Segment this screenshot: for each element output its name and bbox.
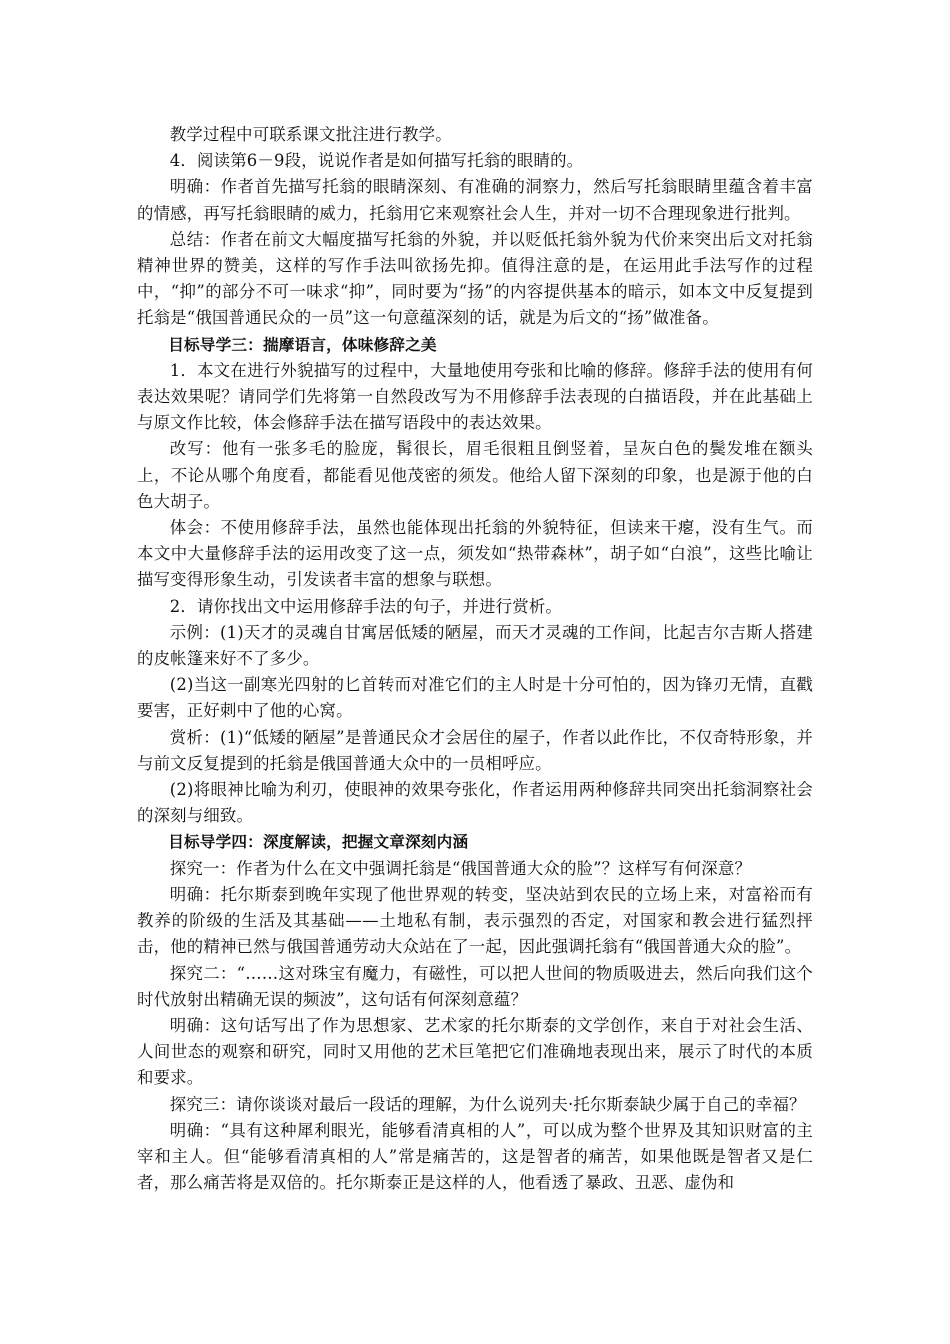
task-2: 2．请你找出文中运用修辞手法的句子，并进行赏析。 [169, 596, 563, 616]
section-heading-4: 目标导学四：深度解读，把握文章深刻内涵 [168, 833, 469, 852]
answer-inquiry-3: 明确：“具有这种犀利眼光，能够看清真相的人”，可以成为整个世界及其知识财富的主宰和主人。但“能够看清真相的人”常是痛苦的，这是智者的痛苦，如果他既是智者又是仁者，那么痛苦将是双倍的。托尔斯泰正是这样的人，他看透了暴政、丑恶、虚伪和 [137, 1120, 813, 1193]
example-2: (2)当这一副寒光四射的匕首转而对准它们的主人时是十分可怕的，因为锋刃无情，直戳要害，正好刺中了他的心窝。 [137, 675, 813, 721]
appreciation-1: 赏析：(1)“低矮的陋屋”是普通民众才会居住的屋子，作者以此作比，不仅奇特形象，并与前文反复提到的托翁是俄国普通大众中的一员相呼应。 [137, 727, 813, 773]
inquiry-3: 探究三：请你谈谈对最后一段话的理解，为什么说列夫·托尔斯泰缺少属于自己的幸福？ [169, 1094, 806, 1114]
summary-paragraph: 总结：作者在前文大幅度描写托翁的外貌，并以贬低托翁外貌为代价来突出后文对托翁精神世界的赞美，这样的写作手法叫欲扬先抑。值得注意的是，在运用此手法写作的过程中，“抑”的部分不可一味求“抑”，同时要为“扬”的内容提供基本的暗示，如本文中反复提到托翁是“俄国普通民众的一员”这一句意蕴深刻的话，就是为后文的“扬”做准备。 [137, 229, 813, 328]
inquiry-1: 探究一：作者为什么在文中强调托翁是“俄国普通大众的脸”？这样写有何深意？ [169, 858, 752, 878]
answer-inquiry-2: 明确：这句话写出了作为思想家、艺术家的托尔斯泰的文学创作，来自于对社会生活、人间世态的观察和研究，同时又用他的艺术巨笔把它们准确地表现出来，展示了时代的本质和要求。 [137, 1015, 813, 1088]
example-1: 示例：(1)天才的灵魂自甘寓居低矮的陋屋，而天才灵魂的工作间，比起吉尔吉斯人搭建的皮帐篷来好不了多少。 [137, 622, 813, 669]
task-1: 1．本文在进行外貌描写的过程中，大量地使用夸张和比喻的修辞。修辞手法的使用有何表达效果呢？请同学们先将第一自然段改写为不用修辞手法表现的白描语段，并在此基础上与原文作比较，体会修辞手法在描写语段中的表达效果。 [137, 360, 813, 433]
paragraph-intro-note: 教学过程中可联系课文批注进行教学。 [169, 125, 452, 144]
section-heading-3: 目标导学三：揣摩语言，体味修辞之美 [168, 335, 437, 354]
question-4: 4．阅读第6－9段，说说作者是如何描写托翁的眼睛的。 [169, 151, 584, 171]
reflection-paragraph: 体会：不使用修辞手法，虽然也能体现出托翁的外貌特征，但读来干瘪，没有生气。而本文中大量修辞手法的运用改变了这一点，须发如“热带森林”，胡子如“白浪”，这些比喻让描写变得形象生动，引发读者丰富的想象与联想。 [137, 518, 813, 590]
document-body [137, 122, 813, 1196]
answer-inquiry-1: 明确：托尔斯泰到晚年实现了他世界观的转变，坚决站到农民的立场上来，对富裕而有教养的阶级的生活及其基础——土地私有制，表示强烈的否定，对国家和教会进行猛烈抨击，他的精神已然与俄国普通劳动大众站在了一起，因此强调托翁有“俄国普通大众的脸”。 [137, 884, 813, 957]
rewrite-paragraph: 改写：他有一张多毛的脸庞，髯很长，眉毛很粗且倒竖着，呈灰白色的鬓发堆在额头上，不论从哪个角度看，都能看见他茂密的须发。他给人留下深刻的印象，也是源于他的白色大胡子。 [137, 439, 813, 511]
answer-4: 明确：作者首先描写托翁的眼睛深刻、有准确的洞察力，然后写托翁眼睛里蕴含着丰富的情感，再写托翁眼睛的威力，托翁用它来观察社会人生，并对一切不合理现象进行批判。 [137, 177, 813, 223]
inquiry-2: 探究二：“……这对珠宝有魔力，有磁性，可以把人世间的物质吸进去，然后向我们这个时代放射出精确无误的频波”，这句话有何深刻意蕴？ [137, 963, 813, 1009]
appreciation-2: (2)将眼神比喻为利刃，使眼神的效果夸张化，作者运用两种修辞共同突出托翁洞察社会的深刻与细致。 [137, 780, 813, 826]
